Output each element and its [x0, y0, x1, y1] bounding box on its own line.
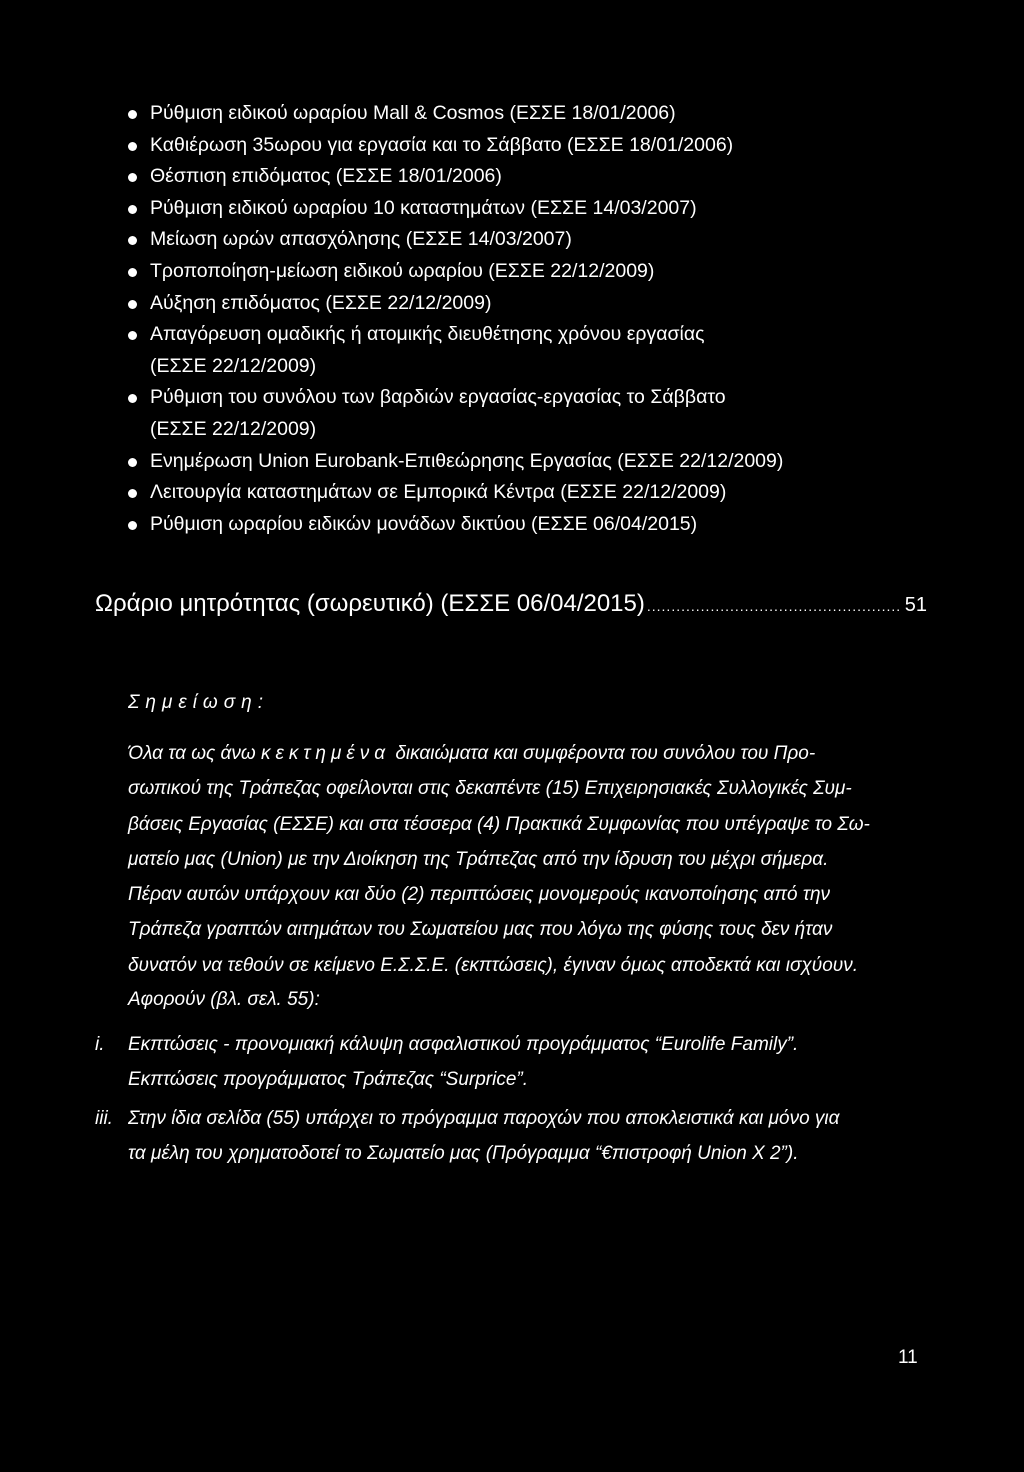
exception-line: Στην ίδια σελίδα (55) υπάρχει το πρόγραμμα παροχών που αποκλειστικά και μόνο για: [128, 1108, 840, 1129]
list-item: [95, 1101, 955, 1171]
toc-entry[interactable]: [95, 584, 927, 626]
exceptions-list: [95, 1027, 955, 1171]
note-heading: Σημείωση:: [128, 692, 270, 713]
list-item: [128, 288, 948, 320]
list-item-text: Ρύθμιση του συνόλου των βαρδιών εργασίας-εργασίας το Σάββατο: [150, 386, 726, 409]
list-item-text: Αύξηση επιδόματος (ΕΣΣΕ 22/12/2009): [150, 291, 492, 314]
list-item: [128, 509, 948, 541]
list-item-text: Ρύθμιση ειδικού ωραρίου 10 καταστημάτων (ΕΣΣΕ 14/03/2007): [150, 196, 697, 219]
toc-page-number: 51: [904, 594, 927, 616]
bullet-icon: [128, 394, 137, 403]
bullet-icon: [128, 300, 137, 309]
note-line: ματείο μας (Union) με την Διοίκηση της Τράπεζας από την ίδρυση του μέχρι σήμερα.: [128, 848, 829, 870]
bullet-icon: [128, 521, 137, 530]
list-item: [128, 224, 948, 256]
note-line: βάσεις Εργασίας (ΕΣΣΕ) και στα τέσσερα (4) Πρακτικά Συμφωνίας που υπέγραψε το Σω-: [128, 813, 870, 835]
list-item-continuation: (ΕΣΣΕ 22/12/2009): [150, 354, 317, 377]
note-text: δικαιώματα και συμφέροντα του συνόλου του Προ-: [390, 743, 816, 764]
list-item: [128, 193, 948, 225]
bullet-icon: [128, 173, 137, 182]
note-line: Πέραν αυτών υπάρχουν και δύο (2) περιπτώσεις μονομερούς ικανοποίησης από την: [128, 884, 831, 906]
roman-numeral-marker: i.: [95, 1034, 105, 1055]
bullet-icon: [128, 489, 137, 498]
note-emphasis: κεκτημένα: [260, 743, 391, 764]
benefits-bullet-list: [128, 98, 948, 540]
toc-entry-title: Ωράριο μητρότητας (σωρευτικό) (ΕΣΣΕ 06/04/2015): [95, 590, 645, 617]
list-item-text: Λειτουργία καταστημάτων σε Εμπορικά Κέντρα (ΕΣΣΕ 22/12/2009): [150, 481, 727, 504]
list-item: [95, 1027, 955, 1097]
note-paragraph: [128, 736, 948, 983]
exception-line: τα μέλη του χρηματοδοτεί το Σωματείο μας (Πρόγραμμα “€πιστροφή Union X 2”).: [128, 1143, 799, 1164]
bullet-icon: [128, 205, 137, 214]
list-item: [128, 161, 948, 193]
list-item: [128, 98, 948, 130]
bullet-icon: [128, 236, 137, 245]
list-item-text: Ενημέρωση Union Eurobank-Επιθεώρησης Εργασίας (ΕΣΣΕ 22/12/2009): [150, 449, 784, 472]
list-item: [128, 130, 948, 162]
note-line: δυνατόν να τεθούν σε κείμενο Ε.Σ.Σ.Ε. (εκπτώσεις), έγιναν όμως αποδεκτά και ισχύουν.: [128, 954, 859, 976]
note-line: [128, 736, 948, 771]
list-item: [128, 256, 948, 288]
exception-line: Εκπτώσεις - προνομιακή κάλυψη ασφαλιστικού προγράμματος “Eurolife Family”.: [128, 1034, 799, 1055]
bullet-icon: [128, 142, 137, 151]
list-item-continuation: (ΕΣΣΕ 22/12/2009): [150, 417, 317, 440]
note-refers: Αφορούν (βλ. σελ. 55):: [128, 989, 320, 1010]
bullet-icon: [128, 458, 137, 467]
bullet-icon: [128, 110, 137, 119]
list-item: [128, 446, 948, 478]
list-item-text: Απαγόρευση ομαδικής ή ατομικής διευθέτησης χρόνου εργασίας: [150, 323, 705, 346]
list-item: [128, 477, 948, 509]
bullet-icon: [128, 331, 137, 340]
page-number: 11: [898, 1347, 918, 1368]
list-item-text: Θέσπιση επιδόματος (ΕΣΣΕ 18/01/2006): [150, 165, 502, 188]
list-item-text: Τροποποίηση-μείωση ειδικού ωραρίου (ΕΣΣΕ 22/12/2009): [150, 259, 655, 282]
toc-dot-leader: [647, 586, 901, 626]
list-item-text: Καθιέρωση 35ωρου για εργασία και το Σάββατο (ΕΣΣΕ 18/01/2006): [150, 133, 734, 156]
list-item-text: Ρύθμιση ωραρίου ειδικών μονάδων δικτύου (ΕΣΣΕ 06/04/2015): [150, 512, 698, 535]
bullet-icon: [128, 268, 137, 277]
note-line: Τράπεζα γραπτών αιτημάτων του Σωματείου μας που λόγω της φύσης τους δεν ήταν: [128, 919, 833, 941]
list-item-text: Μείωση ωρών απασχόλησης (ΕΣΣΕ 14/03/2007): [150, 228, 572, 251]
list-item: [128, 319, 948, 382]
exception-line: Εκπτώσεις προγράμματος Τράπεζας “Surprice”.: [128, 1069, 529, 1090]
list-item-text: Ρύθμιση ειδικού ωραρίου Mall & Cosmos (ΕΣΣΕ 18/01/2006): [150, 102, 676, 124]
list-item: [128, 382, 948, 445]
note-line: σωπικού της Τράπεζας οφείλονται στις δεκαπέντε (15) Επιχειρησιακές Συλλογικές Συμ-: [128, 778, 852, 800]
roman-numeral-marker: iii.: [95, 1108, 113, 1129]
note-text: Όλα τα ως άνω: [128, 743, 261, 764]
